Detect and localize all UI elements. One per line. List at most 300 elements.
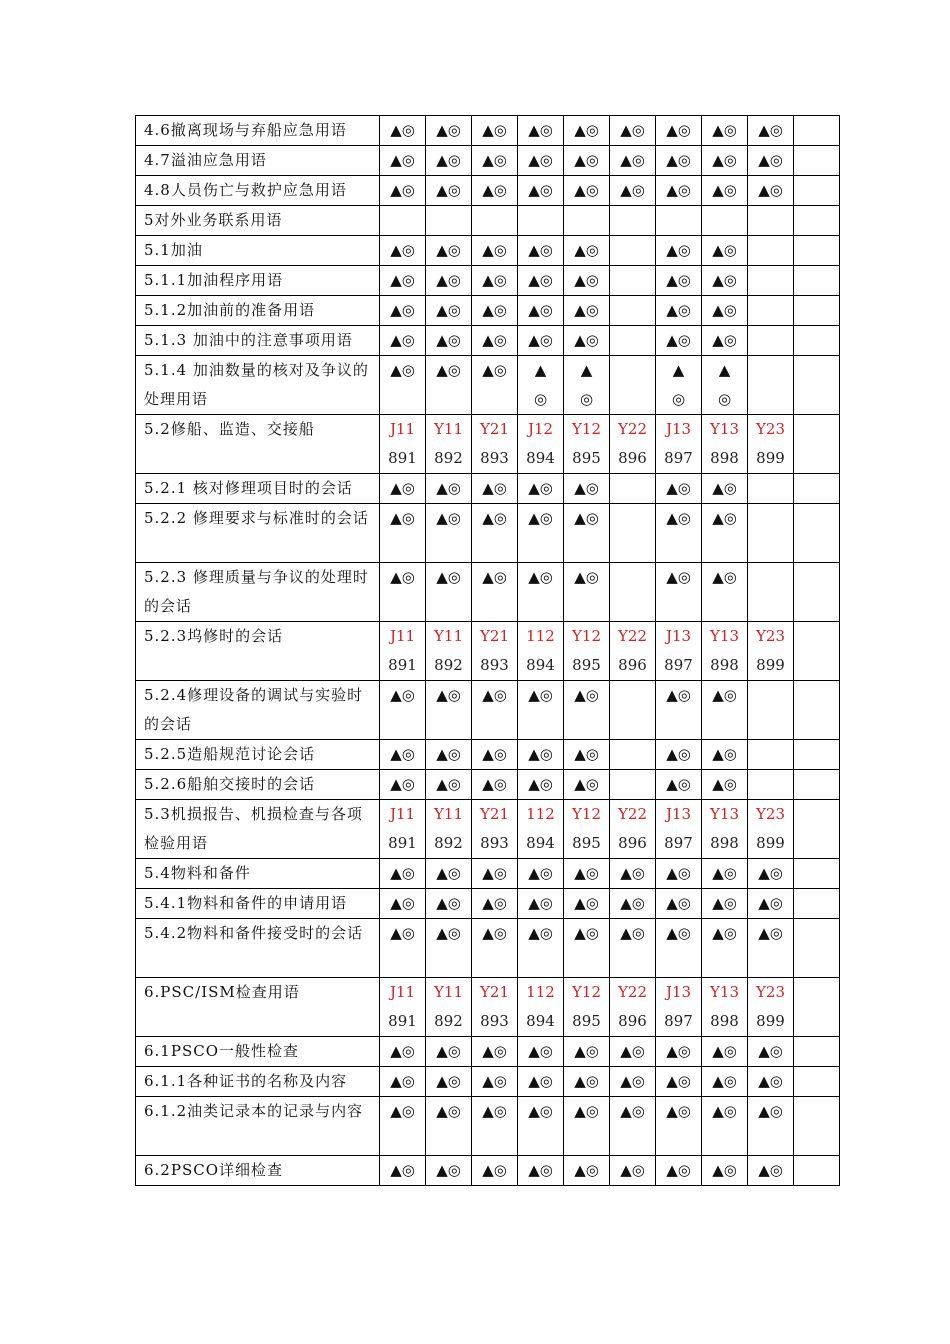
course-number: 897 — [664, 1012, 693, 1030]
code-cell — [426, 415, 472, 474]
table-cell — [518, 206, 564, 236]
course-number: 892 — [434, 1012, 463, 1030]
mark-cell: ▲◎ — [426, 116, 472, 146]
table-cell — [610, 770, 656, 800]
triangle-mark: ▲ — [534, 361, 547, 379]
mark-cell: ▲◎ — [518, 681, 564, 740]
mark-cell: ▲◎ — [656, 474, 702, 504]
code-cell — [564, 978, 610, 1037]
table-cell — [702, 206, 748, 236]
mark-cell: ▲◎ — [472, 116, 518, 146]
course-code: 112 — [526, 627, 555, 645]
table-cell — [610, 296, 656, 326]
code-cell — [748, 415, 794, 474]
table-row — [136, 859, 840, 889]
mark-cell: ▲◎ — [656, 770, 702, 800]
mark-cell: ▲◎ — [380, 859, 426, 889]
code-cell — [610, 800, 656, 859]
mark-cell: ▲◎ — [380, 474, 426, 504]
code-cell — [656, 978, 702, 1037]
table-cell — [794, 800, 840, 859]
course-code: 112 — [526, 805, 555, 823]
code-cell — [610, 415, 656, 474]
mark-cell: ▲◎ — [702, 919, 748, 978]
circle-mark: ◎ — [579, 390, 594, 408]
mark-cell: ▲◎ — [472, 1097, 518, 1156]
mark-cell: ▲◎ — [564, 1037, 610, 1067]
mark-cell — [702, 356, 748, 415]
table-cell — [610, 326, 656, 356]
mark-cell: ▲◎ — [472, 859, 518, 889]
code-cell — [610, 622, 656, 681]
table-cell — [748, 236, 794, 266]
code-cell — [472, 800, 518, 859]
mark-cell: ▲◎ — [426, 563, 472, 622]
row-label: 6.PSC/ISM检查用语 — [136, 978, 380, 1037]
course-code: Y22 — [618, 627, 647, 645]
table-cell — [794, 296, 840, 326]
mark-cell: ▲◎ — [702, 504, 748, 563]
table-cell — [794, 326, 840, 356]
mark-cell: ▲◎ — [564, 1067, 610, 1097]
mark-cell: ▲◎ — [518, 1156, 564, 1186]
mark-cell: ▲◎ — [426, 681, 472, 740]
mark-cell: ▲◎ — [656, 326, 702, 356]
mark-cell: ▲◎ — [472, 176, 518, 206]
table-row — [136, 800, 840, 859]
course-number: 891 — [388, 1012, 417, 1030]
mark-cell: ▲◎ — [472, 236, 518, 266]
table-cell — [794, 415, 840, 474]
course-number: 899 — [756, 656, 785, 674]
code-cell — [564, 622, 610, 681]
mark-cell: ▲◎ — [564, 504, 610, 563]
course-code: J13 — [665, 627, 692, 645]
mark-cell: ▲◎ — [656, 563, 702, 622]
table-cell — [748, 266, 794, 296]
code-cell — [472, 622, 518, 681]
mark-cell: ▲◎ — [472, 1037, 518, 1067]
mark-cell: ▲◎ — [748, 1097, 794, 1156]
mark-cell: ▲◎ — [748, 889, 794, 919]
mark-cell: ▲◎ — [656, 919, 702, 978]
table-cell — [380, 206, 426, 236]
row-label: 5.1.4 加油数量的核对及争议的处理用语 — [136, 356, 380, 415]
course-code: Y13 — [710, 805, 739, 823]
course-code: Y22 — [618, 420, 647, 438]
mark-cell: ▲◎ — [564, 116, 610, 146]
course-code: Y13 — [710, 420, 739, 438]
mark-cell: ▲◎ — [564, 859, 610, 889]
mark-cell: ▲◎ — [702, 116, 748, 146]
table-cell — [794, 563, 840, 622]
mark-cell: ▲◎ — [656, 859, 702, 889]
mark-cell: ▲◎ — [380, 1067, 426, 1097]
mark-cell: ▲◎ — [748, 1037, 794, 1067]
row-label: 5.2.2 修理要求与标准时的会话 — [136, 504, 380, 563]
course-code: Y23 — [756, 420, 785, 438]
course-code: Y13 — [710, 627, 739, 645]
table-cell — [610, 266, 656, 296]
mark-cell: ▲◎ — [472, 356, 518, 415]
table-cell — [610, 681, 656, 740]
row-label: 6.1.1各种证书的名称及内容 — [136, 1067, 380, 1097]
mark-cell: ▲◎ — [610, 889, 656, 919]
course-number: 894 — [526, 1012, 555, 1030]
mark-cell: ▲◎ — [380, 681, 426, 740]
course-number: 893 — [480, 834, 509, 852]
mark-cell: ▲◎ — [380, 146, 426, 176]
mark-cell: ▲◎ — [472, 326, 518, 356]
course-code: J13 — [665, 420, 692, 438]
mark-cell: ▲◎ — [564, 176, 610, 206]
course-code: Y11 — [434, 627, 463, 645]
triangle-mark: ▲ — [718, 361, 731, 379]
row-label: 4.8人员伤亡与救护应急用语 — [136, 176, 380, 206]
mark-cell: ▲◎ — [564, 681, 610, 740]
course-code: Y12 — [572, 805, 601, 823]
course-code: Y21 — [480, 420, 509, 438]
mark-cell: ▲◎ — [426, 1156, 472, 1186]
mark-cell: ▲◎ — [702, 266, 748, 296]
mark-cell: ▲◎ — [472, 1156, 518, 1186]
course-code: Y12 — [572, 627, 601, 645]
mark-cell: ▲◎ — [518, 859, 564, 889]
table-cell — [794, 1067, 840, 1097]
course-number: 894 — [526, 656, 555, 674]
mark-cell: ▲◎ — [518, 296, 564, 326]
table-cell — [426, 206, 472, 236]
mark-cell: ▲◎ — [472, 296, 518, 326]
code-cell — [518, 800, 564, 859]
table-cell — [748, 740, 794, 770]
mark-cell: ▲◎ — [564, 296, 610, 326]
mark-cell: ▲◎ — [564, 1156, 610, 1186]
mark-cell: ▲◎ — [472, 889, 518, 919]
table-row — [136, 266, 840, 296]
mark-cell: ▲◎ — [656, 1067, 702, 1097]
table-cell — [794, 859, 840, 889]
table-cell — [794, 504, 840, 563]
course-code: Y12 — [572, 420, 601, 438]
mark-cell: ▲◎ — [426, 1037, 472, 1067]
course-number: 896 — [618, 656, 647, 674]
mark-cell: ▲◎ — [380, 296, 426, 326]
mark-cell: ▲◎ — [518, 504, 564, 563]
mark-cell: ▲◎ — [380, 266, 426, 296]
mark-cell: ▲◎ — [656, 176, 702, 206]
code-cell — [472, 978, 518, 1037]
mark-cell: ▲◎ — [702, 296, 748, 326]
mark-cell: ▲◎ — [426, 236, 472, 266]
course-code: Y21 — [480, 983, 509, 1001]
code-cell — [656, 415, 702, 474]
table-cell — [610, 504, 656, 563]
course-number: 894 — [526, 449, 555, 467]
mark-cell: ▲◎ — [610, 116, 656, 146]
course-code: Y23 — [756, 627, 785, 645]
mark-cell: ▲◎ — [748, 1156, 794, 1186]
mark-cell: ▲◎ — [426, 919, 472, 978]
circle-mark: ◎ — [533, 390, 548, 408]
mark-cell: ▲◎ — [472, 770, 518, 800]
mark-cell: ▲◎ — [426, 770, 472, 800]
table-row — [136, 622, 840, 681]
course-number: 898 — [710, 1012, 739, 1030]
mark-cell: ▲◎ — [518, 740, 564, 770]
mark-cell: ▲◎ — [380, 740, 426, 770]
mark-cell: ▲◎ — [380, 889, 426, 919]
mark-cell: ▲◎ — [380, 770, 426, 800]
mark-cell: ▲◎ — [380, 356, 426, 415]
row-label: 5.2.1 核对修理项目时的会话 — [136, 474, 380, 504]
row-label: 5.1.1加油程序用语 — [136, 266, 380, 296]
mark-cell: ▲◎ — [702, 236, 748, 266]
course-code: Y23 — [756, 983, 785, 1001]
mark-cell: ▲◎ — [656, 146, 702, 176]
row-label: 5.1.3 加油中的注意事项用语 — [136, 326, 380, 356]
code-cell — [380, 800, 426, 859]
mark-cell: ▲◎ — [380, 1097, 426, 1156]
row-label: 6.1PSCO一般性检查 — [136, 1037, 380, 1067]
code-cell — [518, 415, 564, 474]
code-cell — [656, 622, 702, 681]
table-row — [136, 740, 840, 770]
mark-cell: ▲◎ — [518, 266, 564, 296]
table-cell — [794, 1037, 840, 1067]
table-cell — [794, 116, 840, 146]
course-code: J11 — [389, 805, 416, 823]
mark-cell: ▲◎ — [610, 1067, 656, 1097]
mark-cell: ▲◎ — [472, 146, 518, 176]
course-number: 891 — [388, 449, 417, 467]
table-cell — [794, 266, 840, 296]
table-row — [136, 978, 840, 1037]
table-row — [136, 326, 840, 356]
course-code: Y12 — [572, 983, 601, 1001]
mark-cell: ▲◎ — [656, 504, 702, 563]
row-label: 4.6撤离现场与弃船应急用语 — [136, 116, 380, 146]
mark-cell: ▲◎ — [426, 176, 472, 206]
course-number: 897 — [664, 834, 693, 852]
code-cell — [702, 978, 748, 1037]
row-label: 5.2.4修理设备的调试与实验时的会话 — [136, 681, 380, 740]
table-cell — [794, 770, 840, 800]
table-row — [136, 1097, 840, 1156]
mark-cell: ▲◎ — [656, 1156, 702, 1186]
mark-cell: ▲◎ — [610, 1097, 656, 1156]
mark-cell: ▲◎ — [518, 563, 564, 622]
table-cell — [610, 474, 656, 504]
course-number: 896 — [618, 834, 647, 852]
table-cell — [564, 206, 610, 236]
course-number: 896 — [618, 1012, 647, 1030]
mark-cell: ▲◎ — [748, 1067, 794, 1097]
mark-cell: ▲◎ — [518, 176, 564, 206]
course-code: Y22 — [618, 805, 647, 823]
course-number: 898 — [710, 449, 739, 467]
course-number: 898 — [710, 656, 739, 674]
table-row — [136, 296, 840, 326]
mark-cell: ▲◎ — [564, 889, 610, 919]
mark-cell: ▲◎ — [564, 1097, 610, 1156]
table-row — [136, 770, 840, 800]
course-code: J11 — [389, 627, 416, 645]
mark-cell: ▲◎ — [518, 770, 564, 800]
table-cell — [794, 206, 840, 236]
mark-cell: ▲◎ — [702, 1097, 748, 1156]
code-cell — [380, 978, 426, 1037]
mark-cell: ▲◎ — [518, 326, 564, 356]
row-label: 5.2修船、监造、交接船 — [136, 415, 380, 474]
mark-cell: ▲◎ — [472, 266, 518, 296]
row-label: 6.1.2油类记录本的记录与内容 — [136, 1097, 380, 1156]
course-number: 892 — [434, 834, 463, 852]
course-number: 897 — [664, 656, 693, 674]
table-cell — [656, 206, 702, 236]
code-cell — [472, 415, 518, 474]
course-number: 892 — [434, 656, 463, 674]
table-cell — [748, 563, 794, 622]
mark-cell: ▲◎ — [702, 1156, 748, 1186]
course-number: 892 — [434, 449, 463, 467]
code-cell — [702, 622, 748, 681]
mark-cell: ▲◎ — [564, 919, 610, 978]
circle-mark: ◎ — [717, 390, 732, 408]
mark-cell: ▲◎ — [518, 1097, 564, 1156]
code-cell — [518, 978, 564, 1037]
table-cell — [748, 296, 794, 326]
mark-cell: ▲◎ — [518, 116, 564, 146]
mark-cell — [518, 356, 564, 415]
row-label: 5.1加油 — [136, 236, 380, 266]
mark-cell: ▲◎ — [564, 740, 610, 770]
mark-cell: ▲◎ — [472, 1067, 518, 1097]
course-code: Y11 — [434, 805, 463, 823]
mark-cell: ▲◎ — [518, 236, 564, 266]
course-code: Y13 — [710, 983, 739, 1001]
mark-cell: ▲◎ — [472, 504, 518, 563]
mark-cell: ▲◎ — [748, 176, 794, 206]
course-number: 895 — [572, 449, 601, 467]
mark-cell: ▲◎ — [472, 563, 518, 622]
mark-cell: ▲◎ — [702, 1037, 748, 1067]
mark-cell: ▲◎ — [426, 474, 472, 504]
mark-cell: ▲◎ — [564, 146, 610, 176]
circle-mark: ◎ — [671, 390, 686, 408]
mark-cell: ▲◎ — [702, 146, 748, 176]
table-row — [136, 415, 840, 474]
mark-cell: ▲◎ — [426, 1097, 472, 1156]
row-label: 5.4.2物料和备件接受时的会话 — [136, 919, 380, 978]
mark-cell: ▲◎ — [702, 1067, 748, 1097]
course-number: 893 — [480, 656, 509, 674]
course-code: 112 — [526, 983, 555, 1001]
table-row — [136, 176, 840, 206]
code-cell — [702, 800, 748, 859]
mark-cell: ▲◎ — [610, 146, 656, 176]
row-label: 5.2.3 修理质量与争议的处理时的会话 — [136, 563, 380, 622]
course-number: 899 — [756, 834, 785, 852]
table-cell — [794, 1156, 840, 1186]
mark-cell: ▲◎ — [426, 266, 472, 296]
mark-cell: ▲◎ — [702, 326, 748, 356]
table-cell — [748, 504, 794, 563]
mark-cell: ▲◎ — [656, 1097, 702, 1156]
table-cell — [794, 236, 840, 266]
course-code: Y21 — [480, 627, 509, 645]
code-cell — [748, 800, 794, 859]
mark-cell: ▲◎ — [518, 1037, 564, 1067]
table-cell — [748, 474, 794, 504]
table-cell — [794, 978, 840, 1037]
table-row — [136, 236, 840, 266]
table-cell — [794, 1097, 840, 1156]
mark-cell: ▲◎ — [380, 116, 426, 146]
mark-cell — [656, 356, 702, 415]
row-label: 5.4物料和备件 — [136, 859, 380, 889]
row-label: 5.2.5造船规范讨论会话 — [136, 740, 380, 770]
course-number: 895 — [572, 1012, 601, 1030]
mark-cell: ▲◎ — [656, 266, 702, 296]
course-code: J11 — [389, 983, 416, 1001]
mark-cell: ▲◎ — [702, 176, 748, 206]
row-label: 5.2.6船舶交接时的会话 — [136, 770, 380, 800]
course-code: J11 — [389, 420, 416, 438]
table-cell — [610, 356, 656, 415]
course-code: Y22 — [618, 983, 647, 1001]
mark-cell: ▲◎ — [702, 681, 748, 740]
mark-cell: ▲◎ — [610, 859, 656, 889]
mark-cell: ▲◎ — [380, 1037, 426, 1067]
course-code: Y21 — [480, 805, 509, 823]
table-row — [136, 116, 840, 146]
table-row — [136, 1156, 840, 1186]
table-cell — [610, 236, 656, 266]
course-number: 895 — [572, 834, 601, 852]
mark-cell: ▲◎ — [702, 770, 748, 800]
code-cell — [610, 978, 656, 1037]
mark-cell: ▲◎ — [518, 146, 564, 176]
course-table — [135, 115, 840, 1186]
mark-cell: ▲◎ — [380, 236, 426, 266]
mark-cell: ▲◎ — [380, 504, 426, 563]
table-cell — [794, 740, 840, 770]
mark-cell: ▲◎ — [748, 146, 794, 176]
mark-cell: ▲◎ — [564, 474, 610, 504]
table-row — [136, 681, 840, 740]
mark-cell: ▲◎ — [656, 1037, 702, 1067]
course-number: 891 — [388, 834, 417, 852]
row-label: 5.2.3坞修时的会话 — [136, 622, 380, 681]
mark-cell: ▲◎ — [380, 1156, 426, 1186]
mark-cell: ▲◎ — [472, 740, 518, 770]
mark-cell: ▲◎ — [518, 474, 564, 504]
mark-cell: ▲◎ — [426, 740, 472, 770]
row-label: 6.2PSCO详细检查 — [136, 1156, 380, 1186]
mark-cell: ▲◎ — [426, 296, 472, 326]
course-number: 894 — [526, 834, 555, 852]
mark-cell: ▲◎ — [426, 1067, 472, 1097]
mark-cell: ▲◎ — [426, 326, 472, 356]
table-row — [136, 504, 840, 563]
table-cell — [748, 356, 794, 415]
mark-cell — [564, 356, 610, 415]
table-row — [136, 146, 840, 176]
mark-cell: ▲◎ — [380, 919, 426, 978]
table-cell — [472, 206, 518, 236]
code-cell — [564, 800, 610, 859]
